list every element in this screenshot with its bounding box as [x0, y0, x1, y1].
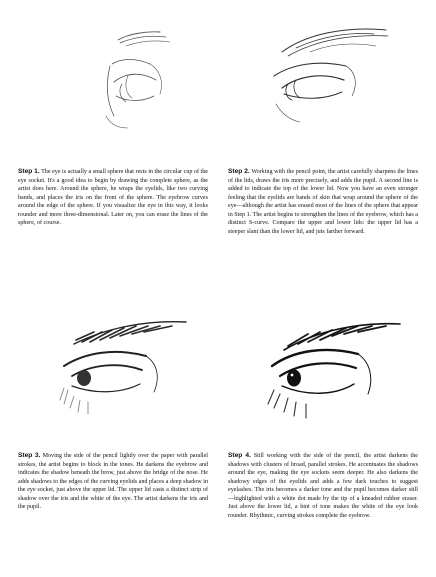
step-4-drawing — [228, 304, 428, 434]
step-3-text — [18, 452, 208, 512]
step-3-body: Moving the side of the pencil lightly over the paper with parallel strokes, the artist begins to block in the tones. He darkens the eyebrow and indicates the shadow beneath the brow, just above the bridge of the nose. He adds shadows to the edges of the curving eyelids and places a deep shadow in the eye socket, just above the upper lid. The upper lid casts a distinct strip of shadow over the iris and the white of the eye. The artist darkens the iris and the pupil. — [18, 453, 208, 511]
step-4-label: Step 4. — [228, 452, 251, 459]
step-2-text — [228, 168, 418, 236]
step-3-drawing — [16, 304, 216, 434]
step-1-body: The eye is actually a small sphere that rests in the circular cup of the eye socket. It's a good idea to begin by drawing the complete sphere, as the artist does here. Around the sphere, he wraps the eyelids, like two curving bands, and places the iris on the front of the sphere. The eyebrow curves around the edge of the sphere. If you visualize the eye in this way, it looks rounder and more three-dimensional. Later on, you can erase the lines of the sphere, of course. — [18, 169, 208, 227]
step-1-drawing — [10, 12, 210, 152]
step-4-text — [228, 452, 418, 520]
step-3-label: Step 3. — [18, 452, 41, 459]
step-2-body: Working with the pencil point, the artist carefully sharpens the lines of the lids, draws the iris more precisely, and adds the pupil. A second line is added to indicate the top of the lower lid. Now you have an even stronger feeling that the eyelids are bands of skin that wrap around the sphere of the eye—although the artist has erased most of the lines of the sphere that appear in Step 1. The artist begins to strengthen the lines of the eyebrow, which has a distinct S-curve. Compare the upper and lower lids: the upper lid has a steeper slant than the lower lid, and juts farther forward. — [228, 169, 418, 235]
step-2-drawing — [226, 12, 426, 152]
step-2-label: Step 2. — [228, 168, 250, 175]
step-1-text — [18, 168, 208, 228]
step-1-label: Step 1. — [18, 168, 40, 175]
step-4-body: Still working with the side of the pencil, the artist darkens the shadows with clusters of broad, parallel strokes. He accentuates the shadows around the eye, making the eye sockets seem deeper. He also darkens the shadowy edges of the eyelids and adds a few dark touches to suggest eyelashes. The iris becomes a darker tone and the pupil becomes darker still—highlighted with a white dot made by the tip of a kneaded rubber eraser. Just above the lower lid, a hint of tone makes the white of the eye look rounder. Rhythmic, curving strokes complete the eyebrow. — [228, 453, 418, 519]
